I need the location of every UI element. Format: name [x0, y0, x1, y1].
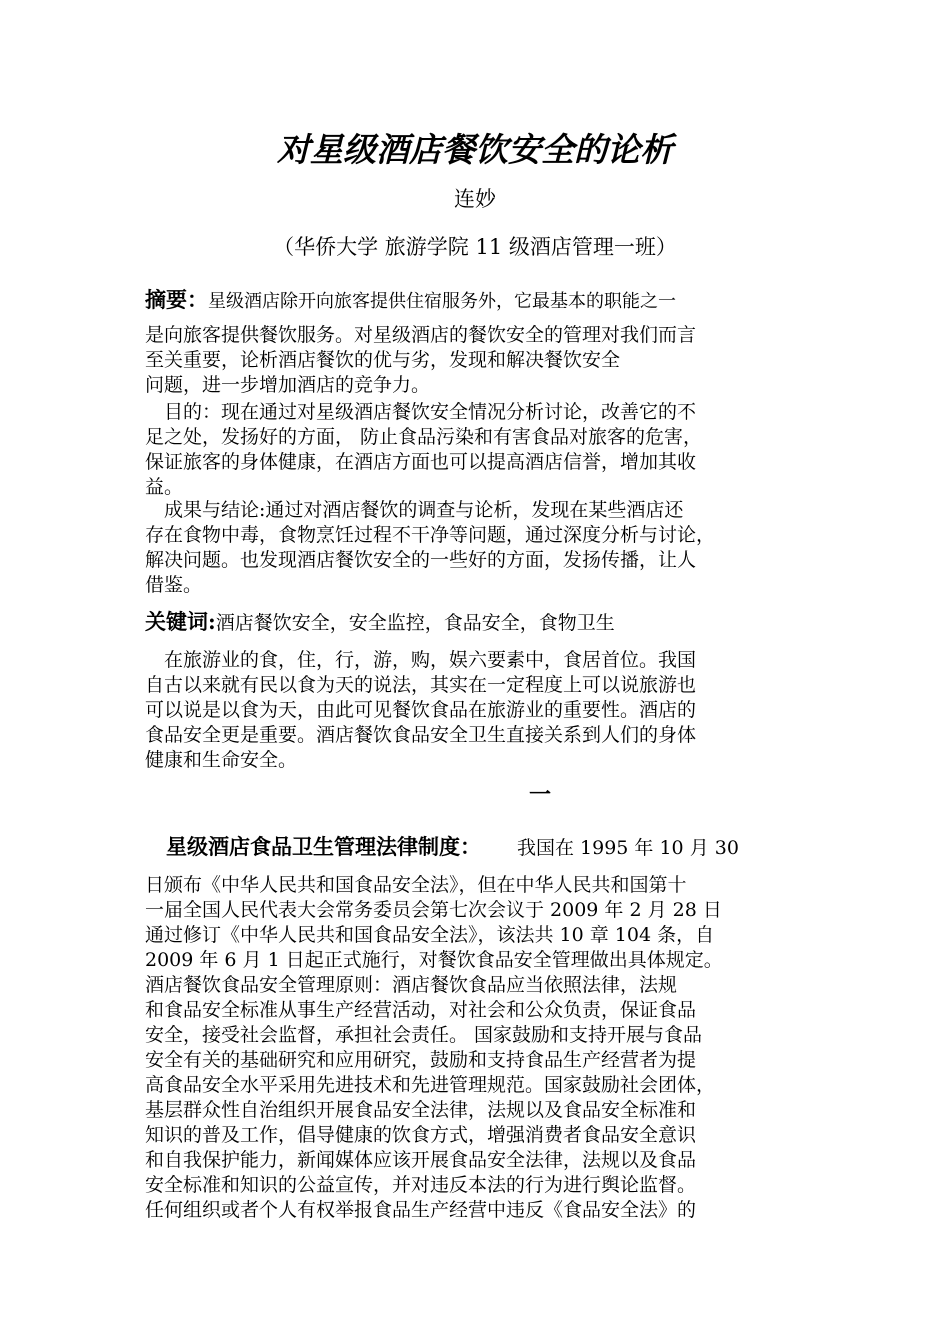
- section-heading: 星级酒店食品卫生管理法律制度：: [145, 834, 481, 859]
- body-line: 知识的普及工作，倡导健康的饮食方式，增强消费者食品安全意识: [145, 1124, 697, 1146]
- abstract-line: 问题，进一步增加酒店的竞争力。: [145, 374, 431, 396]
- section-heading-line: [145, 835, 739, 860]
- abstract-line: 成果与结论:通过对酒店餐饮的调查与论析，发现在某些酒店还: [145, 499, 684, 521]
- abstract-label: 摘要：: [145, 287, 208, 312]
- abstract-line: 解决问题。也发现酒店餐饮安全的一些好的方面，发扬传播，让人: [145, 549, 697, 571]
- body-line: 通过修订《中华人民共和国食品安全法》，该法共 10 章 104 条，自: [145, 924, 715, 946]
- intro-line: 食品安全更是重要。酒店餐饮食品安全卫生直接关系到人们的身体: [145, 724, 697, 746]
- keywords-text: 酒店餐饮安全，安全监控，食品安全，食物卫生: [215, 612, 615, 634]
- section-number: 一: [528, 782, 551, 808]
- abstract-line: 益。: [145, 476, 184, 498]
- keywords-label: 关键词:: [145, 609, 216, 634]
- body-line: 和自我保护能力，新闻媒体应该开展食品安全法律，法规以及食品: [145, 1149, 697, 1171]
- body-line: 2009 年 6 月 1 日起正式施行，对餐饮食品安全管理做出具体规定。: [145, 949, 723, 971]
- body-line: 和食品安全标准从事生产经营活动，对社会和公众负责，保证食品: [145, 999, 697, 1021]
- body-line: 任何组织或者个人有权举报食品生产经营中违反《食品安全法》的: [145, 1199, 697, 1221]
- abstract-line: 是向旅客提供餐饮服务。对星级酒店的餐饮安全的管理对我们而言: [145, 324, 697, 346]
- author-affiliation: （华侨大学 旅游学院 11 级酒店管理一班）: [273, 235, 677, 259]
- body-line: 酒店餐饮食品安全管理原则：酒店餐饮食品应当依照法律，法规: [145, 974, 678, 996]
- intro-line: 健康和生命安全。: [145, 749, 298, 771]
- keywords-line: [145, 610, 615, 635]
- abstract-line: 存在食物中毒，食物烹饪过程不干净等问题，通过深度分析与讨论，: [145, 524, 716, 546]
- intro-line: 可以说是以食为天，由此可见餐饮食品在旅游业的重要性。酒店的: [145, 699, 697, 721]
- intro-line: 自古以来就有民以食为天的说法，其实在一定程度上可以说旅游也: [145, 674, 697, 696]
- body-line: 日颁布《中华人民共和国食品安全法》，但在中华人民共和国第十: [145, 874, 687, 896]
- body-line: 安全有关的基础研究和应用研究，鼓励和支持食品生产经营者为提: [145, 1049, 697, 1071]
- abstract-first-text: 星级酒店除开向旅客提供住宿服务外，它最基本的职能之一: [208, 291, 676, 312]
- document-title: 对星级酒店餐饮安全的论析: [277, 130, 673, 169]
- body-line: 基层群众性自治组织开展食品安全法律，法规以及食品安全标准和: [145, 1099, 697, 1121]
- body-line: 高食品安全水平采用先进技术和先进管理规范。国家鼓励社会团体，: [145, 1074, 716, 1096]
- section-heading-tail: 我国在 1995 年 10 月 30: [517, 837, 739, 859]
- abstract-line: 足之处，发扬好的方面， 防止食品污染和有害食品对旅客的危害，: [145, 426, 703, 448]
- abstract-line: 借鉴。: [145, 574, 203, 596]
- author-name: 连妙: [454, 187, 496, 211]
- intro-line: 在旅游业的食，住，行，游，购，娱六要素中，食居首位。我国: [145, 649, 697, 671]
- abstract-line: 目的：现在通过对星级酒店餐饮安全情况分析讨论，改善它的不: [145, 401, 697, 423]
- body-line: 安全，接受社会监督，承担社会责任。 国家鼓励和支持开展与食品: [145, 1024, 703, 1046]
- abstract-line: 保证旅客的身体健康，在酒店方面也可以提高酒店信誉，增加其收: [145, 451, 697, 473]
- body-line: 一届全国人民代表大会常务委员会第七次会议于 2009 年 2 月 28 日: [145, 899, 722, 921]
- abstract-line: 至关重要，论析酒店餐饮的优与劣，发现和解决餐饮安全: [145, 349, 621, 371]
- abstract-first-line: [145, 288, 676, 314]
- body-line: 安全标准和知识的公益宣传，并对违反本法的行为进行舆论监督。: [145, 1174, 697, 1196]
